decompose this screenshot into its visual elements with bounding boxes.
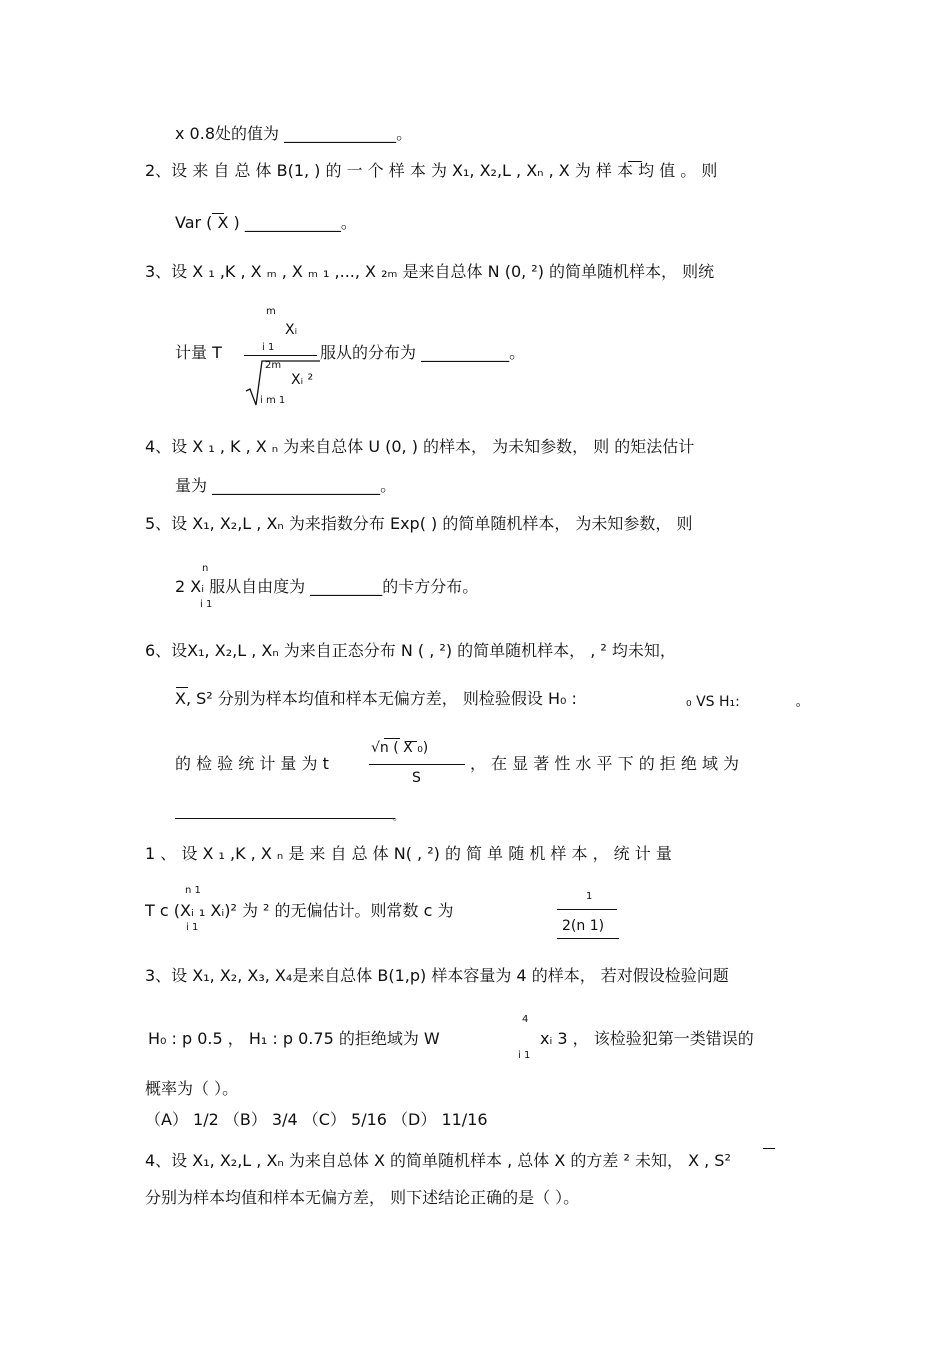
text-line: T c (Xᵢ ₁ Xᵢ)² 为 ² 的无偏估计。则常数 c 为 (145, 901, 454, 920)
formula-fragment: i m 1 (260, 395, 286, 406)
xbar-overline (212, 213, 224, 214)
formula-fragment: ₀ (796, 699, 801, 710)
formula-fragment: n 1 (185, 885, 201, 896)
text-line: 服从的分布为 ___________。 (320, 343, 526, 362)
text-line: 的 检 验 统 计 量 为 t (175, 754, 329, 773)
fraction-bar (557, 938, 619, 939)
formula-fragment: S (412, 770, 421, 786)
formula-fragment: 2(n 1) (562, 918, 605, 934)
xbar-overline (763, 1148, 775, 1149)
formula-fragment: 。 (393, 812, 403, 823)
text-line: H₀ : p 0.5 ， H₁ : p 0.75 的拒绝域为 W (148, 1029, 440, 1048)
options: （A） 1/2 （B） 3/4 （C） 5/16 （D） 11/16 (145, 1110, 488, 1129)
text-line: X, S² 分别为样本均值和样本无偏方差， 则检验假设 H₀ : (175, 689, 577, 708)
question-3: 3、设 X ₁ ,K , X ₘ , X ₘ ₁ ,..., X ₂ₘ 是来自总体 N (0, ²) 的简单随机样本， 则统 (145, 262, 715, 281)
formula-fragment: i 1 (262, 342, 275, 353)
text-line: 2 Xᵢ 服从自由度为 _________的卡方分布。 (175, 577, 479, 596)
question-4b: 4、设 X₁, X₂,L , Xₙ 为来自总体 X 的简单随机样本 , 总体 X 的方差 ² 未知， X , S² (145, 1151, 731, 1170)
text-line: 概率为（ ）。 (145, 1079, 239, 1098)
xbar-overline (628, 161, 642, 162)
formula-fragment: i 1 (200, 599, 213, 610)
formula-fragment: m (266, 306, 276, 317)
question-5: 5、设 X₁, X₂,L , Xₙ 为来指数分布 Exp( ) 的简单随机样本， 为未知参数， 则 (145, 514, 693, 533)
formula-fragment: 2m (265, 360, 282, 371)
answer-blank (175, 818, 395, 819)
question-2: 2、设 来 自 总 体 B(1, ) 的 一 个 样 本 为 X₁, X₂,L , Xₙ , X 为 样 本 均 值 。 则 (145, 161, 718, 180)
fraction-bar (244, 355, 317, 356)
formula-fragment: Xᵢ ² (291, 372, 314, 388)
fraction-bar (557, 909, 617, 910)
formula-fragment: i 1 (518, 1050, 531, 1061)
question-3b: 3、设 X₁, X₂, X₃, X₄是来自总体 B(1,p) 样本容量为 4 的样本， 若对假设检验问题 (145, 966, 729, 985)
xbar-overline (176, 687, 188, 688)
formula-fragment: Xᵢ (285, 322, 298, 338)
text-line: ， 在 显 著 性 水 平 下 的 拒 绝 域 为 (470, 754, 740, 773)
formula-fragment: √n ( X ₀) (371, 740, 429, 756)
text-line: 分别为样本均值和样本无偏方差， 则下述结论正确的是（ ）。 (145, 1188, 580, 1207)
text-line: 量为 _____________________。 (175, 476, 397, 495)
formula-fragment: 4 (522, 1014, 529, 1025)
xbar-overline (405, 741, 417, 742)
formula-fragment: ₀ VS H₁: (686, 694, 740, 710)
sqrt-overline (384, 738, 400, 739)
formula-fragment: i 1 (186, 922, 199, 933)
text-line: Var ( X ) ____________。 (175, 213, 357, 232)
question-4: 4、设 X ₁ , K , X ₙ 为来自总体 U (0, ) 的样本， 为未知参数， 则 的矩法估计 (145, 437, 695, 456)
text-line: x 0.8处的值为 ______________。 (175, 124, 413, 143)
fraction-bar (369, 764, 465, 765)
formula-fragment: 1 (586, 891, 593, 902)
text-line: xᵢ 3 ， 该检验犯第一类错误的 (540, 1029, 754, 1048)
question-1b: 1 、 设 X ₁ ,K , X ₙ 是 来 自 总 体 N( , ²) 的 简 单 随 机 样 本 ， 统 计 量 (145, 844, 672, 863)
question-6: 6、设X₁, X₂,L , Xₙ 为来自正态分布 N ( , ²) 的简单随机样本， , ² 均未知， (145, 641, 676, 660)
formula-fragment: n (202, 563, 209, 574)
text-line: 计量 T (175, 343, 222, 362)
